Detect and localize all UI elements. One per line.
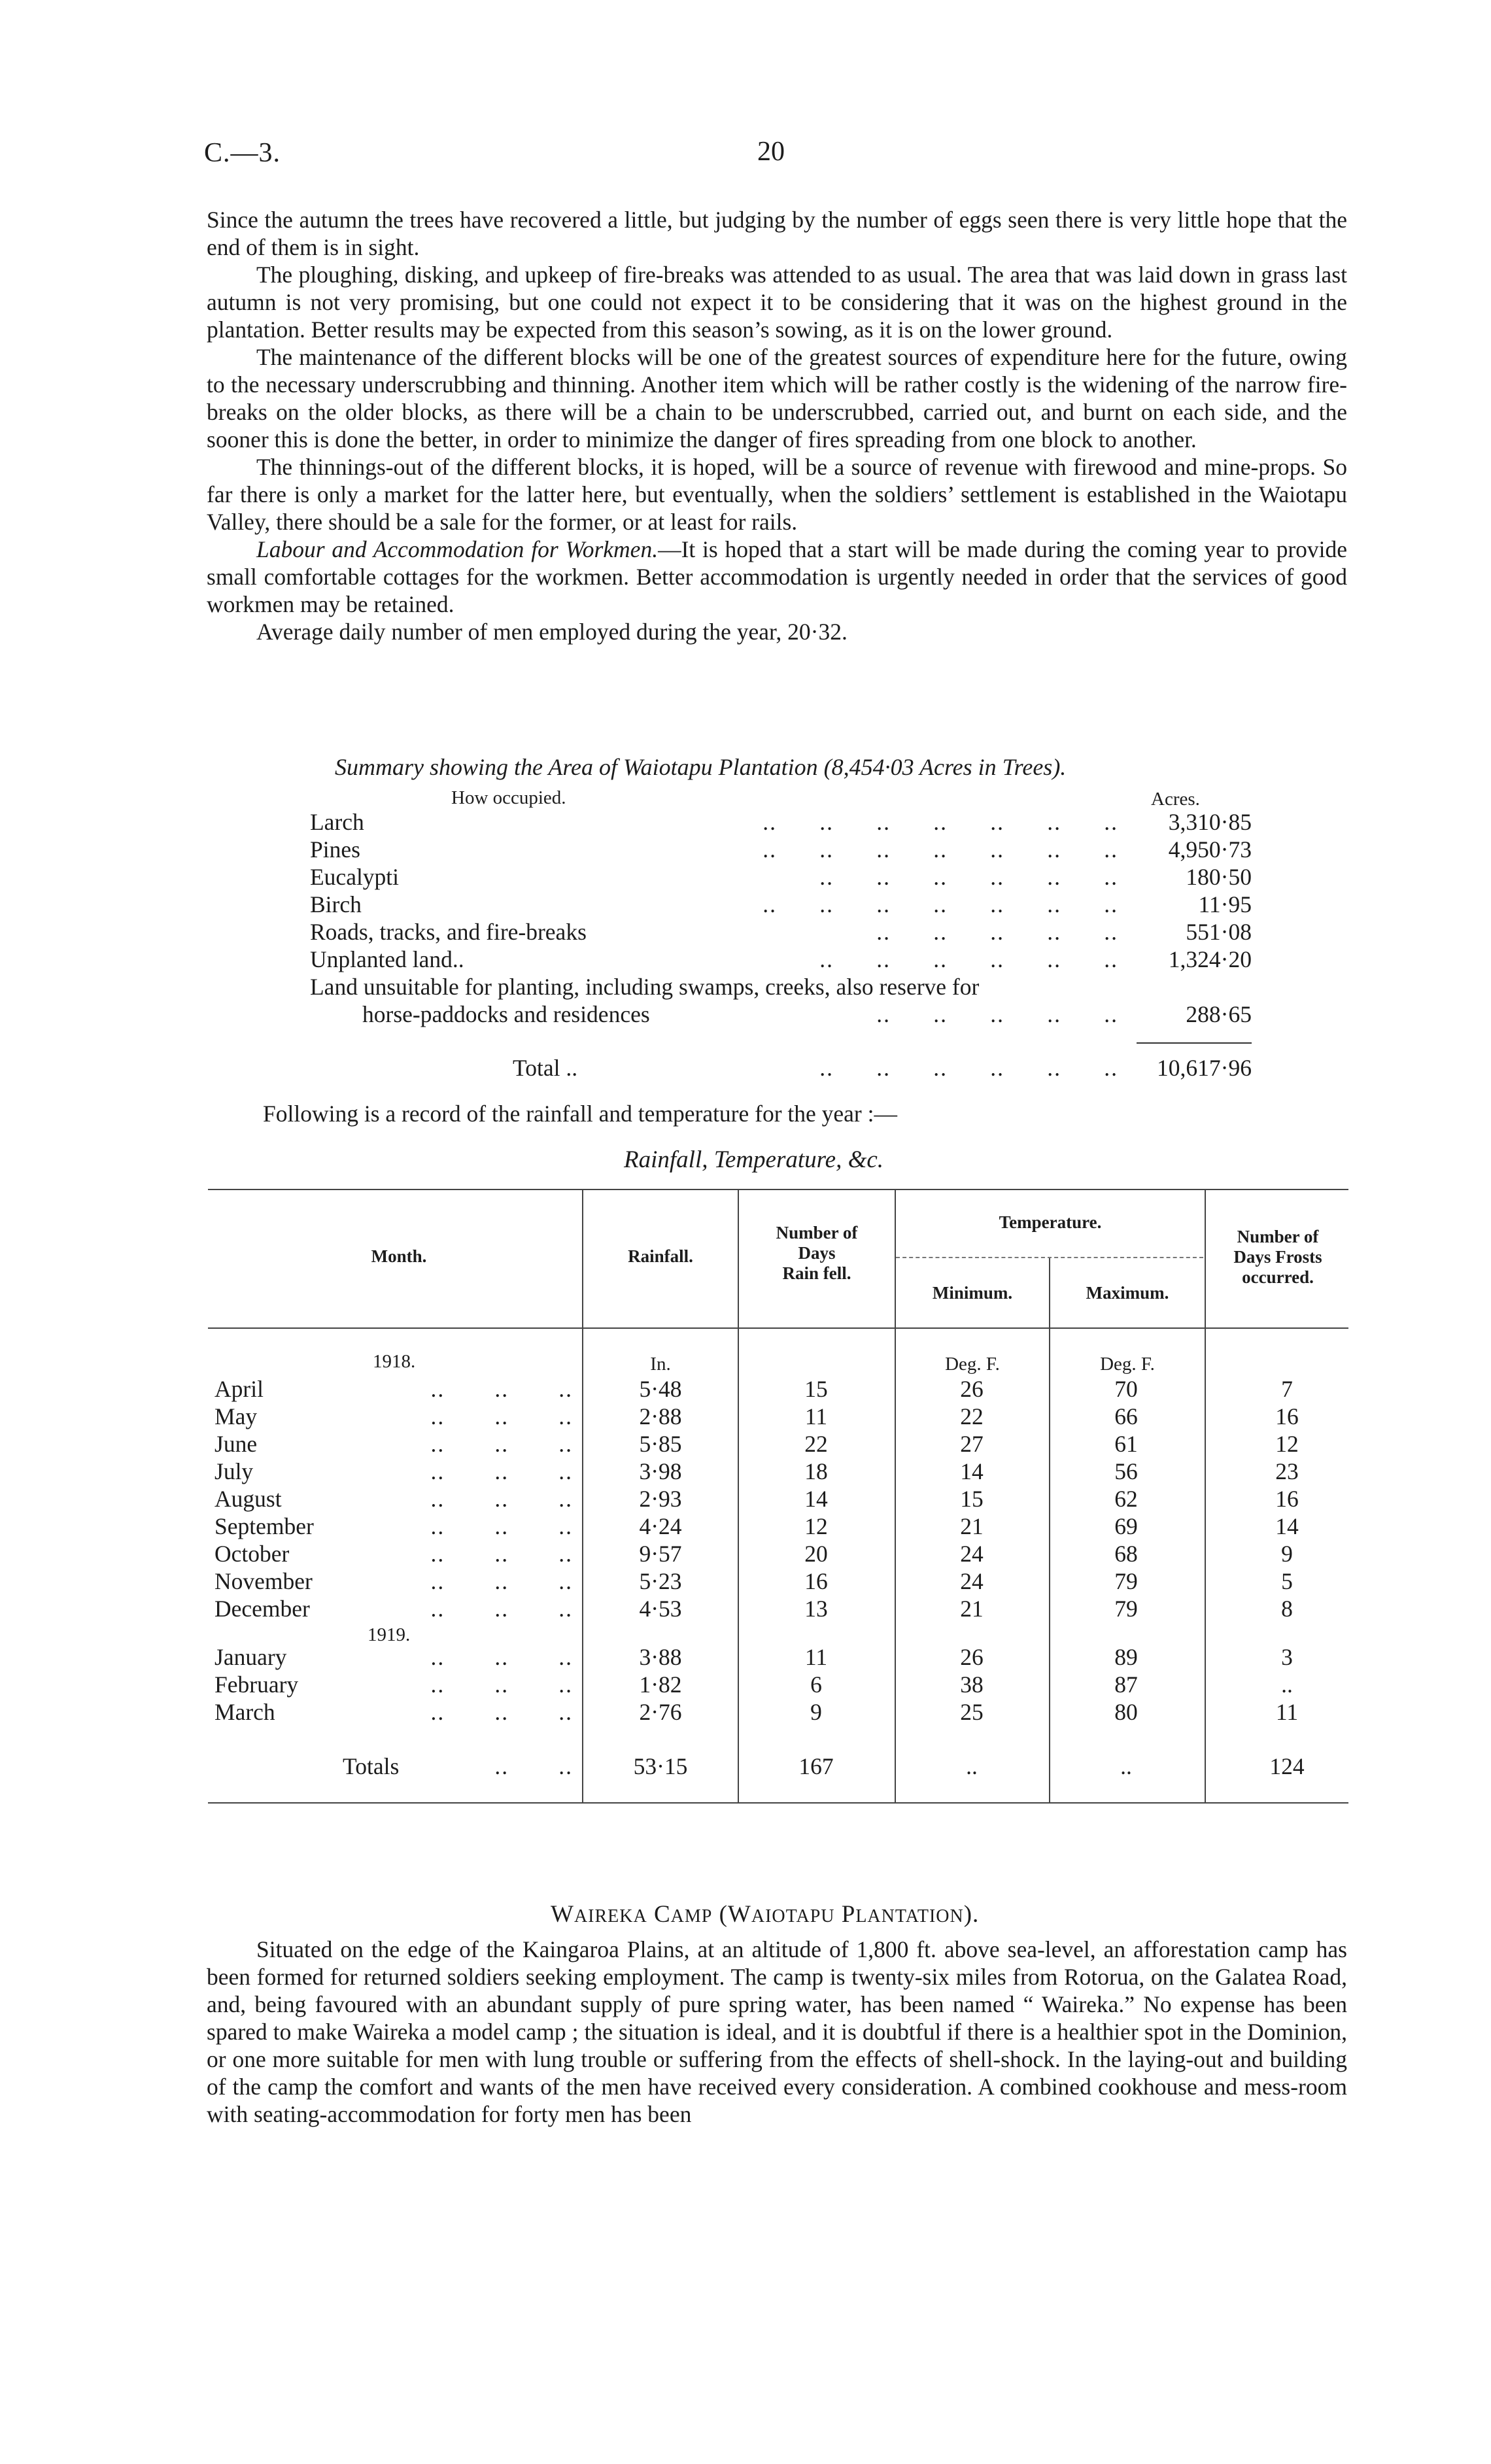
cell-days: 13 — [804, 1596, 828, 1622]
cell-month: June — [214, 1431, 258, 1457]
totals-frosts: 124 — [1269, 1753, 1305, 1779]
cell-rainfall: 4·24 — [639, 1513, 682, 1539]
cell-days: 9 — [810, 1699, 822, 1725]
cell-min: 24 — [960, 1568, 984, 1594]
cell-min: 15 — [960, 1486, 984, 1512]
table-row — [0, 1430, 1491, 1458]
table-row — [0, 1595, 1491, 1622]
cell-min: 25 — [960, 1699, 984, 1725]
cell-month: October — [214, 1541, 290, 1567]
leader-dots: .. .. .. — [430, 1431, 573, 1457]
summary-row — [310, 973, 1252, 1001]
waireka-text — [207, 1936, 1347, 2128]
cell-max: 87 — [1114, 1671, 1138, 1698]
paragraph: The thinnings-out of the different blocks, it is hoped, will be a source of revenue with firewood and mine-props. So far there is only a market for the latter here, but eventually, when the soldiers’ settlement is established in the Waiotapu Valley, there should be a sale for the former, or at least for rails. — [207, 454, 1347, 535]
cell-min: 21 — [960, 1513, 984, 1539]
average-men: Average daily number of men employed during the year, 20·32. — [256, 619, 848, 645]
summary-acres: 4,950·73 — [1168, 836, 1252, 863]
cell-frosts: 7 — [1281, 1376, 1293, 1402]
cell-frosts: 16 — [1275, 1403, 1299, 1429]
table-row — [0, 1643, 1491, 1671]
cell-frosts: 16 — [1275, 1486, 1299, 1512]
leader-dots: .. .. — [494, 1753, 573, 1779]
header-maximum: Maximum. — [1086, 1283, 1169, 1303]
summary-row — [310, 808, 1252, 836]
summary-total-row — [310, 1054, 1252, 1082]
cell-days: 11 — [804, 1403, 828, 1429]
summary-acres: 288·65 — [1186, 1001, 1252, 1027]
heading-part: AMP — [670, 1906, 713, 1926]
cell-max: 62 — [1114, 1486, 1138, 1512]
cell-frosts: 9 — [1281, 1541, 1293, 1567]
cell-rainfall: 2·93 — [639, 1486, 682, 1512]
summary-title: Summary showing the Area of Waiotapu Plantation (8,454·03 Acres in Trees). — [335, 754, 1067, 780]
table-row — [0, 1671, 1491, 1698]
cell-max: 66 — [1114, 1403, 1138, 1429]
header-days-rain-line: Days — [798, 1243, 836, 1263]
heading-part: ). — [963, 1901, 980, 1928]
totals-row — [0, 1753, 1491, 1780]
leader-dots: .. .. .. .. .. .. .. — [763, 836, 1118, 863]
totals-min: .. — [966, 1753, 978, 1779]
cell-rainfall: 4·53 — [639, 1596, 682, 1622]
cell-min: 24 — [960, 1541, 984, 1567]
unit-rainfall: In. — [650, 1354, 671, 1375]
leader-dots: .. .. .. .. .. .. .. — [763, 809, 1118, 835]
leader-dots: .. .. .. — [430, 1376, 573, 1402]
cell-frosts: 5 — [1281, 1568, 1293, 1594]
table-row — [0, 1698, 1491, 1726]
heading-part: P — [834, 1901, 856, 1928]
labour-heading: Labour and Accommodation for Workmen. — [256, 536, 659, 562]
header-minimum: Minimum. — [932, 1283, 1013, 1303]
table-row — [0, 1458, 1491, 1485]
cell-min: 27 — [960, 1431, 984, 1457]
leader-dots: .. .. .. — [430, 1671, 573, 1698]
cell-days: 12 — [804, 1513, 828, 1539]
summary-label: Land unsuitable for planting, including swamps, creeks, also reserve for — [310, 974, 980, 1000]
cell-min: 38 — [960, 1671, 984, 1698]
cell-days: 6 — [810, 1671, 822, 1698]
cell-month: May — [214, 1403, 258, 1429]
leader-dots: .. .. .. .. .. — [876, 919, 1118, 945]
leader-dots: .. .. .. — [430, 1568, 573, 1594]
leader-dots: .. .. .. — [430, 1403, 573, 1429]
cell-month: April — [214, 1376, 264, 1402]
unit-maximum: Deg. F. — [1100, 1354, 1155, 1375]
totals-days: 167 — [798, 1753, 834, 1779]
summary-label: Pines — [310, 836, 360, 863]
cell-rainfall: 2·88 — [639, 1403, 682, 1429]
cell-month: November — [214, 1567, 318, 1595]
year-label: 1918. — [373, 1351, 416, 1372]
heading-part: (W — [712, 1901, 751, 1928]
cell-month: July — [214, 1458, 254, 1484]
summary-row — [310, 1001, 1252, 1028]
header-frosts-line: occurred. — [1242, 1267, 1314, 1287]
cell-max: 70 — [1114, 1376, 1138, 1402]
summary-acres: 551·08 — [1186, 919, 1252, 945]
header-frosts — [1206, 1227, 1350, 1288]
summary-row — [310, 946, 1252, 973]
summary-total-acres: 10,617·96 — [1157, 1055, 1252, 1081]
summary-label: Eucalypti — [310, 864, 400, 890]
leader-dots: .. .. .. .. .. .. — [819, 1055, 1118, 1081]
cell-month: January — [214, 1644, 287, 1670]
cell-days: 15 — [804, 1376, 828, 1402]
leader-dots: .. .. .. — [430, 1458, 573, 1484]
leader-dots: .. .. .. — [430, 1596, 573, 1622]
intro-text — [207, 206, 1347, 645]
cell-month: August — [214, 1486, 282, 1512]
summary-label: Roads, tracks, and fire-breaks — [310, 919, 587, 945]
summary-row — [310, 863, 1252, 891]
cell-max: 61 — [1114, 1431, 1138, 1457]
unit-minimum: Deg. F. — [945, 1354, 1000, 1375]
waireka-heading — [551, 1900, 979, 1928]
cell-days: 20 — [804, 1541, 828, 1567]
cell-frosts: 14 — [1275, 1513, 1299, 1539]
summary-label: Birch — [310, 891, 362, 917]
header-frosts-line: Days Frosts — [1233, 1247, 1322, 1267]
summary-how-occupied-header: How occupied. — [451, 787, 566, 808]
summary-acres: 1,324·20 — [1168, 946, 1252, 972]
cell-frosts: 8 — [1281, 1596, 1293, 1622]
header-days-rain-line: Number of — [776, 1223, 858, 1242]
heading-part: AIREKA — [574, 1906, 647, 1926]
summary-acres: 3,310·85 — [1168, 809, 1252, 835]
header-month: Month. — [371, 1246, 427, 1266]
table-row — [0, 1540, 1491, 1567]
table-header-rule — [208, 1327, 1348, 1329]
header-temperature: Temperature. — [999, 1212, 1102, 1232]
table-row — [0, 1513, 1491, 1540]
cell-rainfall: 5·48 — [639, 1376, 682, 1402]
cell-rainfall: 3·88 — [639, 1644, 682, 1670]
cell-rainfall: 5·85 — [639, 1431, 682, 1457]
heading-part: LANTATION — [855, 1906, 964, 1926]
summary-label: Unplanted land.. — [310, 946, 464, 972]
cell-rainfall: 3·98 — [639, 1458, 682, 1484]
cell-rainfall: 1·82 — [639, 1671, 682, 1698]
cell-max: 80 — [1114, 1699, 1138, 1725]
totals-rainfall: 53·15 — [633, 1753, 688, 1779]
leader-dots: .. .. .. .. .. — [876, 1001, 1118, 1027]
cell-min: 26 — [960, 1376, 984, 1402]
table-row — [0, 1485, 1491, 1513]
heading-part: C — [647, 1901, 671, 1928]
cell-frosts: 3 — [1281, 1644, 1293, 1670]
leader-dots: .. .. .. — [430, 1486, 573, 1512]
rainfall-table-title: Rainfall, Temperature, &c. — [624, 1146, 884, 1173]
leader-dots: .. .. .. .. .. .. — [819, 946, 1118, 972]
leader-dots: .. .. .. — [430, 1513, 573, 1539]
header-frosts-line: Number of — [1237, 1227, 1319, 1246]
labour-paragraph — [207, 536, 1347, 618]
paragraph: The maintenance of the different blocks will be one of the greatest sources of expenditure here for the future, owing to the necessary underscrubbing and thinning. Another item which will be rather costly is the widening of the narrow fire-breaks on the older blocks, as there will be a chain to be underscrubbed, carried out, and burnt on each side, and the sooner this is done the better, in order to minimize the danger of fires spreading from one block to another. — [207, 344, 1347, 453]
cell-max: 56 — [1114, 1458, 1138, 1484]
header-rainfall: Rainfall. — [628, 1246, 693, 1266]
labour-text: —It is hoped that a start will be made during the coming year to provide small comfortable cottages for the workmen. Better accommodation is urgently needed in order that the services of good workmen may be retained. — [207, 536, 1348, 617]
paragraph: The ploughing, disking, and upkeep of fire-breaks was attended to as usual. The area that was laid down in grass last autumn is not very promising, but one could not expect it to be considering that it was on the highest ground in the plantation. Better results may be expected from this season’s sowing, as it is on the lower ground. — [207, 262, 1347, 343]
cell-frosts: 23 — [1275, 1458, 1299, 1484]
following-text: Following is a record of the rainfall and temperature for the year :— — [263, 1101, 897, 1127]
cell-max: 79 — [1114, 1596, 1138, 1622]
leader-dots: .. .. .. .. .. .. — [819, 864, 1118, 890]
cell-rainfall: 9·57 — [639, 1541, 682, 1567]
cell-min: 26 — [960, 1644, 984, 1670]
paragraph: Situated on the edge of the Kaingaroa Plains, at an altitude of 1,800 ft. above sea-level, an afforestation camp has been formed for returned soldiers seeking employment. The camp is twenty-six miles from Rotorua, on the Galatea Road, and, being favoured with an abundant supply of pure spring water, has been named “ Waireka.” No expense has been spared to make Waireka a model camp ; the situation is ideal, and it is doubtful if there is a healthier spot in the Dominion, or one more suitable for men with lung trouble or suffering from the effects of shell-shock. In the laying-out and building of the camp the comfort and wants of the men have received every consideration. A combined cookhouse and mess-room with seating-accommodation for forty men has been — [207, 1936, 1347, 2127]
cell-frosts: 12 — [1275, 1431, 1299, 1457]
summary-label: Larch — [310, 809, 364, 835]
summary-total-rule — [1137, 1042, 1252, 1044]
cell-rainfall: 2·76 — [639, 1699, 682, 1725]
totals-max: .. — [1120, 1753, 1132, 1779]
cell-min: 22 — [960, 1403, 984, 1429]
heading-part: W — [551, 1901, 574, 1928]
cell-min: 21 — [960, 1596, 984, 1622]
summary-label: horse-paddocks and residences — [362, 1001, 650, 1027]
leader-dots: .. .. .. — [430, 1541, 573, 1567]
year-label: 1919. — [368, 1624, 411, 1645]
table-row — [0, 1375, 1491, 1403]
leader-dots: .. .. .. .. .. .. .. — [763, 891, 1118, 917]
cell-days: 11 — [804, 1644, 828, 1670]
cell-rainfall: 5·23 — [639, 1568, 682, 1594]
summary-acres: 11·95 — [1198, 891, 1252, 917]
cell-max: 69 — [1114, 1513, 1138, 1539]
table-row — [0, 1567, 1491, 1595]
cell-month: February — [214, 1671, 299, 1698]
report-code: C.—3. — [204, 138, 281, 168]
page-number: 20 — [757, 137, 785, 167]
cell-month: September — [214, 1513, 319, 1540]
table-top-rule — [208, 1189, 1348, 1190]
header-days-rain-line: Rain fell. — [782, 1263, 851, 1283]
cell-frosts: .. — [1281, 1671, 1293, 1698]
summary-acres: 180·50 — [1186, 864, 1252, 890]
cell-min: 14 — [960, 1458, 984, 1484]
cell-days: 18 — [804, 1458, 828, 1484]
header-days-rain — [739, 1223, 895, 1284]
cell-days: 16 — [804, 1568, 828, 1594]
cell-max: 79 — [1114, 1568, 1138, 1594]
summary-row — [310, 836, 1252, 863]
leader-dots: .. .. .. — [430, 1699, 573, 1725]
summary-acres-header: Acres. — [1151, 789, 1200, 810]
cell-month: December — [214, 1595, 315, 1622]
cell-frosts: 11 — [1275, 1699, 1299, 1725]
cell-month: March — [214, 1699, 275, 1725]
cell-max: 68 — [1114, 1541, 1138, 1567]
table-row — [0, 1403, 1491, 1430]
summary-total-label: Total .. — [513, 1054, 584, 1082]
totals-label: Totals — [343, 1753, 400, 1779]
table-bottom-rule — [208, 1802, 1348, 1804]
cell-days: 14 — [804, 1486, 828, 1512]
heading-part: AIOTAPU — [751, 1906, 835, 1926]
cell-max: 89 — [1114, 1644, 1138, 1670]
summary-row — [310, 891, 1252, 918]
cell-days: 22 — [804, 1431, 828, 1457]
leader-dots: .. .. .. — [430, 1644, 573, 1670]
summary-row — [310, 918, 1252, 946]
paragraph: Since the autumn the trees have recovered a little, but judging by the number of eggs seen there is very little hope that the end of them is in sight. — [207, 207, 1347, 260]
